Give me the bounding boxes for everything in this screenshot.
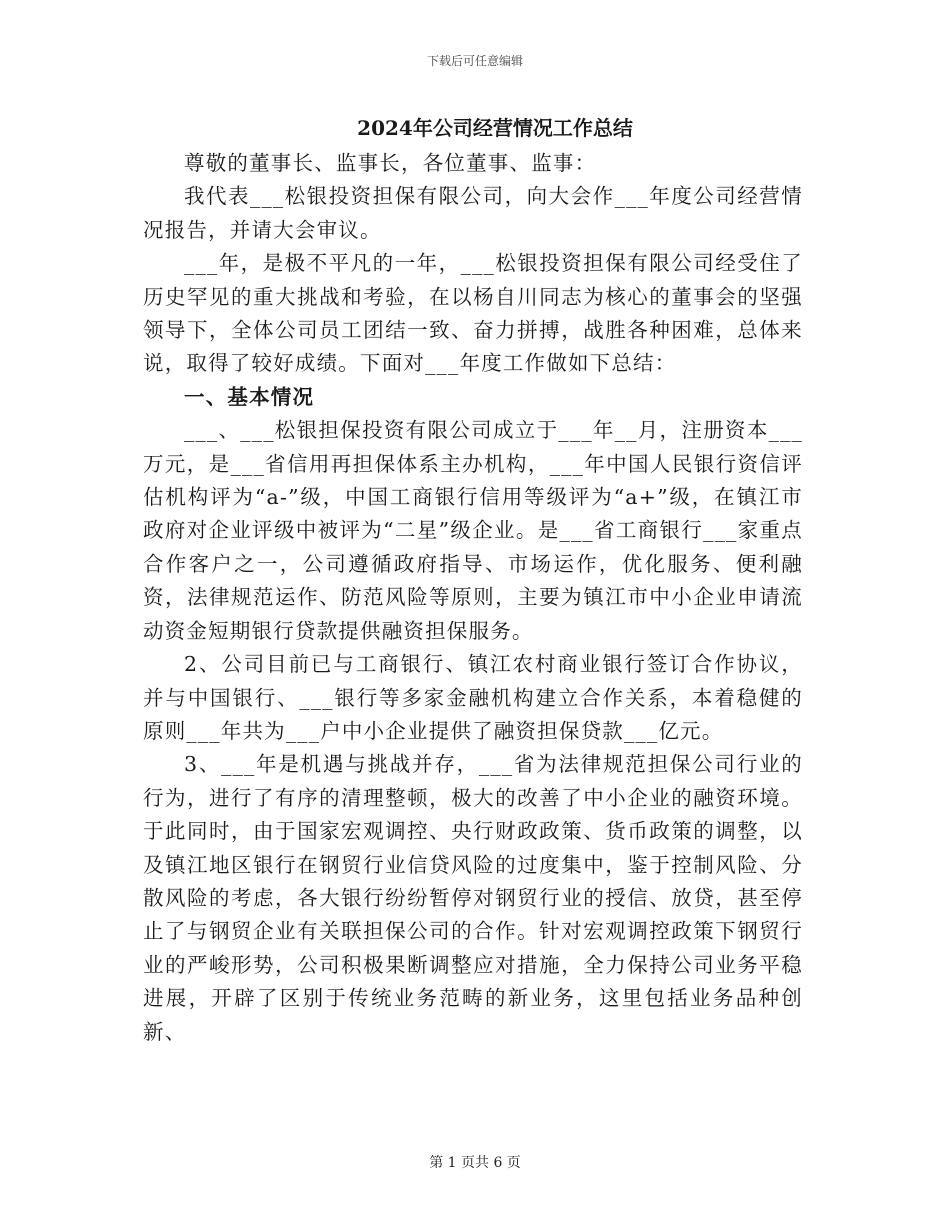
- body-paragraph: 2、公司目前已与工商银行、镇江农村商业银行签订合作协议，并与中国银行、___银行等多家金融机构建立合作关系，本着稳健的原则___年共为___户中小企业提供了融资担保贷款___亿元。: [143, 652, 803, 743]
- salutation-paragraph: 尊敬的董事长、监事长，各位董事、监事：: [184, 151, 597, 175]
- document-body: [143, 147, 803, 1049]
- intro-paragraph: 我代表___松银投资担保有限公司，向大会作___年度公司经营情况报告，并请大会审议。: [143, 184, 803, 242]
- header-note: 下载后可任意编辑: [426, 54, 523, 68]
- overview-paragraph: ___年，是极不平凡的一年，___松银投资担保有限公司经受住了历史罕见的重大挑战和考验，在以杨自川同志为核心的董事会的坚强领导下，全体公司员工团结一致、奋力拼搏，战胜各种困难，总体来说，取得了较好成绩。下面对___年度工作做如下总结：: [143, 251, 803, 376]
- body-paragraph: 3、___年是机遇与挑战并存，___省为法律规范担保公司行业的行为，进行了有序的清理整顿，极大的改善了中小企业的融资环境。于此同时，由于国家宏观调控、央行财政政策、货币政策的调整，以及镇江地区银行在钢贸行业信贷风险的过度集中，鉴于控制风险、分散风险的考虑，各大银行纷纷暂停对钢贸行业的授信、放贷，甚至停止了与钢贸企业有关联担保公司的合作。针对宏观调控政策下钢贸行业的严峻形势，公司积极果断调整应对措施，全力保持公司业务平稳进展，开辟了区别于传统业务范畴的新业务，这里包括业务品种创新、: [143, 752, 803, 1044]
- section-heading-basic: 一、基本情况: [184, 384, 315, 409]
- page-number-footer: 第 1 页共 6 页: [429, 1155, 521, 1171]
- document-title: 2024年公司经营情况工作总结: [357, 116, 633, 140]
- body-paragraph: ___、___松银担保投资有限公司成立于___年__月，注册资本___万元，是___省信用再担保体系主办机构，___年中国人民银行资信评估机构评为“a-”级，中国工商银行信用等级评为“a+”级，在镇江市政府对企业评级中被评为“二星”级企业。是___省工商银行___家重点合作客户之一，公司遵循政府指导、市场运作，优化服务、便利融资，法律规范运作、防范风险等原则，主要为镇江市中小企业申请流动资金短期银行贷款提供融资担保服务。: [143, 418, 803, 643]
